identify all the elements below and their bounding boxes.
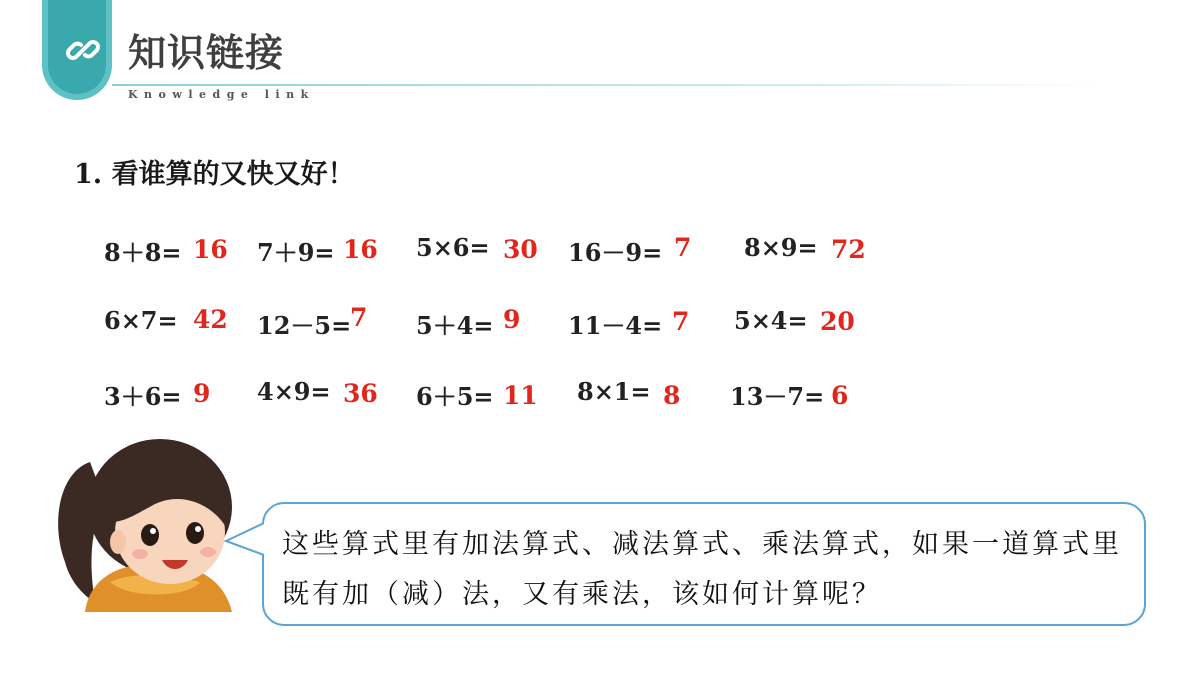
speech-bubble-tail	[224, 521, 272, 559]
page-subtitle: Knowledge link	[128, 88, 315, 101]
answer: 8	[663, 381, 681, 410]
link-icon	[65, 32, 101, 68]
equation: 8×9=	[744, 233, 818, 262]
equation: 11－4=	[568, 311, 663, 340]
equation: 13－7=	[730, 382, 825, 411]
equation: 6＋5=	[416, 382, 494, 411]
answer: 42	[193, 305, 228, 334]
question-title: 1. 看谁算的又快又好！	[74, 159, 355, 190]
page-title: 知识链接	[128, 31, 285, 75]
equation: 3＋6=	[104, 382, 182, 411]
equation: 5＋4=	[416, 311, 494, 340]
girl-character-illustration	[50, 432, 250, 612]
answer: 16	[193, 235, 228, 264]
speech-text: 这些算式里有加法算式、减法算式、乘法算式，如果一道算式里既有加（减）法，又有乘法，该如何计算呢？	[282, 529, 1122, 610]
answer: 7	[674, 233, 692, 262]
answer: 6	[831, 381, 849, 410]
equation: 6×7=	[104, 306, 178, 335]
equation: 5×4=	[734, 306, 808, 335]
answer: 11	[503, 381, 538, 410]
equation: 12－5=	[257, 311, 352, 340]
answer: 20	[820, 307, 855, 336]
answer: 7	[672, 307, 690, 336]
equation: 7＋9=	[257, 238, 335, 267]
equation: 16－9=	[568, 238, 663, 267]
answer: 9	[503, 305, 521, 334]
answer: 9	[193, 379, 211, 408]
answer: 30	[503, 235, 538, 264]
answer: 7	[350, 303, 368, 332]
equation: 8＋8=	[104, 238, 182, 267]
header-tab-inner	[48, 0, 106, 94]
equation: 4×9=	[257, 377, 331, 406]
equation: 8×1=	[577, 377, 651, 406]
answer: 36	[343, 379, 378, 408]
answer: 72	[831, 235, 866, 264]
header-divider	[112, 84, 1102, 86]
header-tab	[42, 0, 112, 100]
answer: 16	[343, 235, 378, 264]
equation: 5×6=	[416, 233, 490, 262]
